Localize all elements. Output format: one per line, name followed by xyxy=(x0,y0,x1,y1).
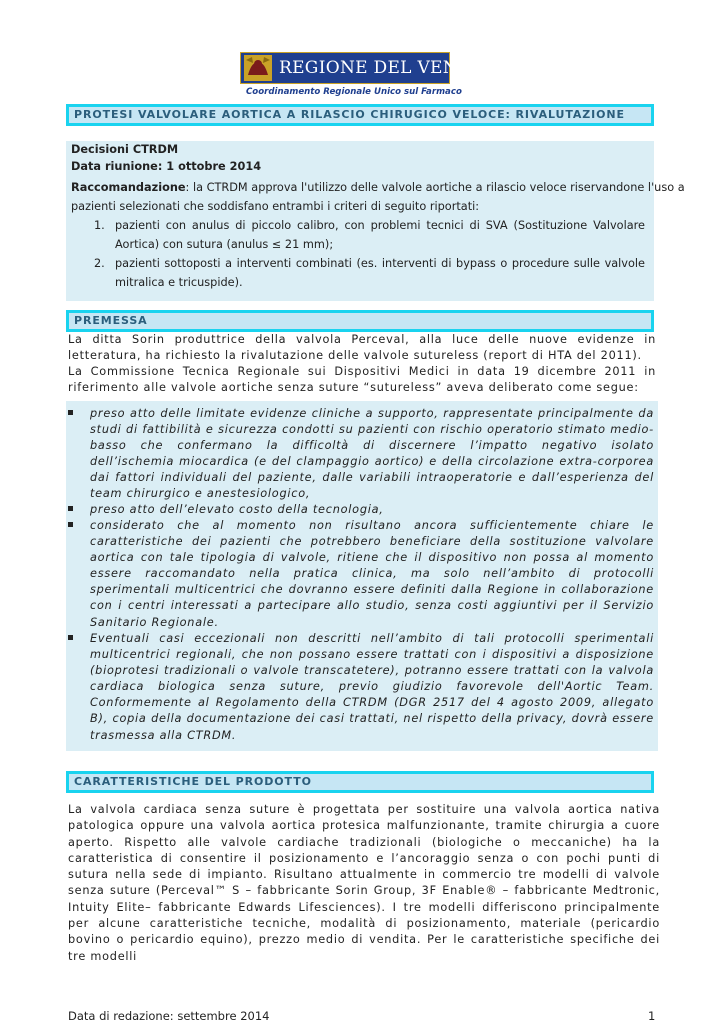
regione-veneto-logo xyxy=(240,52,497,98)
criteria-number: 2. xyxy=(94,257,105,270)
decisions-heading: Decisioni CTRDM xyxy=(71,143,179,156)
criteria-text: pazienti sottoposti a interventi combinati (es. interventi di bypass o procedure sulle valvole mitralica e tricuspide). xyxy=(115,257,645,289)
bullet-square-icon xyxy=(68,522,73,527)
bullet-text: Eventuali casi eccezionali non descritti nell’ambito di tali protocolli sperimentali multicentrici regionali, che non possano essere trattati con i dispositivi a disposizione (bioprotesi tradizionali o valvole transcatetere), potranno essere trattati con la valvola cardiaca biologica senza suture, previo giudizio favorevole dell'Aortic Team. Conformemente al Regolamento della CTRDM (DGR 2517 del 4 agosto 2009, allegato B), copia della documentazione dei casi trattati, nel rispetto della privacy, dovrà essere trasmessa alla CTRDM. xyxy=(90,632,654,742)
caratteristiche-title-bar: CARATTERISTICHE DEL PRODOTTO xyxy=(66,771,654,793)
recommendation-line-1 xyxy=(71,179,685,198)
premessa-paragraph-1: La ditta Sorin produttrice della valvola Perceval, alla luce delle nuove evidenze in letteratura, ha richiesto la rivalutazione delle valvole sutureless (report di HTA del 2011). xyxy=(68,333,656,362)
page-number: 1 xyxy=(648,1009,656,1023)
meeting-date: Data riunione: 1 ottobre 2014 xyxy=(71,160,262,173)
bullet-text: preso atto dell’elevato costo della tecnologia, xyxy=(90,503,384,516)
logo-banner xyxy=(240,52,497,84)
logo-subtitle: Coordinamento Regionale Unico sul Farmaco xyxy=(246,87,462,97)
criteria-text: pazienti con anulus di piccolo calibro, con problemi tecnici di SVA (Sostituzione Valvolare Aortica) con sutura (anulus ≤ 21 mm); xyxy=(115,219,645,251)
caratteristiche-paragraph: La valvola cardiaca senza suture è progettata per sostituire una valvola aortica nativa patologica oppure una valvola aortica protesica malfunzionante, tramite chirurgia a cuore aperto. Rispetto alle valvole cardiache tradizionali (biologiche o meccaniche) ha la caratteristica di consentire il posizionamento e l’ancoraggio senza o con pochi punti di sutura nella sede di impianto. Risultano attualmente in commercio tre modelli di valvole senza suture (Perceval™ S – fabbricante Sorin Group, 3F Enable® – fabbricante Medtronic, Intuity Elite– fabbricante Edwards Lifesciences). I tre modelli differiscono principalmente per alcune caratteristiche tecniche, modalità di posizionamento, materiale (pericardio bovino o pericardio equino), prezzo medio di vendita. Per le caratteristiche specifiche dei tre modelli xyxy=(68,803,660,963)
recommendation-label: Raccomandazione xyxy=(71,181,186,194)
bullet-square-icon xyxy=(68,506,73,511)
recommendation-text: : la CTRDM approva l'utilizzo delle valvole aortiche a rilascio veloce riservandone l'uso a xyxy=(185,181,685,194)
criteria-number: 1. xyxy=(94,219,105,232)
premessa-title-bar: PREMESSA xyxy=(66,310,654,332)
bullet-square-icon xyxy=(68,410,73,415)
logo-text: REGIONE DEL VENETO xyxy=(279,58,497,78)
recommendation-line-2: pazienti selezionati che soddisfano entrambi i criteri di seguito riportati: xyxy=(71,200,480,213)
premessa-paragraph-2: La Commissione Tecnica Regionale sui Dispositivi Medici in data 19 dicembre 2011 in riferimento alle valvole aortiche senza suture “sutureless” aveva deliberato come segue: xyxy=(68,365,656,394)
deliberation-bullet-list xyxy=(66,401,658,751)
bullet-text: considerato che al momento non risultano ancora sufficientemente chiare le caratteristiche dei pazienti che potrebbero beneficiare della sostituzione valvolare aortica con tale tipologia di valvole, ritiene che il dispositivo non possa al momento essere raccomandato nella pratica clinica, ma solo nell’ambito di protocolli sperimentali multicentrici che dovranno essere definiti dalla Regione in collaborazione con i centri interessati a partecipare allo studio, senza costi aggiuntivi per il Servizio Sanitario Regionale. xyxy=(90,519,654,629)
bullet-square-icon xyxy=(68,635,73,640)
document-title-bar: PROTESI VALVOLARE AORTICA A RILASCIO CHIRUGICO VELOCE: RIVALUTAZIONE xyxy=(66,104,654,126)
footer-date: Data di redazione: settembre 2014 xyxy=(68,1009,270,1023)
lion-emblem-icon xyxy=(244,55,272,81)
bullet-text: preso atto delle limitate evidenze cliniche a supporto, rappresentate principalmente da studi di fattibilità e sicurezza condotti su pazienti con rischio operatorio stimato medio-basso che confermano la difficoltà di discernere l’impatto negativo isolato dell’ischemia miocardica (e del clampaggio aortico) e della circolazione extra-corporea dai fattori individuali del paziente, dalle variabili intraoperatorie e dall’esperienza del team chirurgico e anestesiologico, xyxy=(90,407,654,501)
decisions-box xyxy=(66,141,685,301)
